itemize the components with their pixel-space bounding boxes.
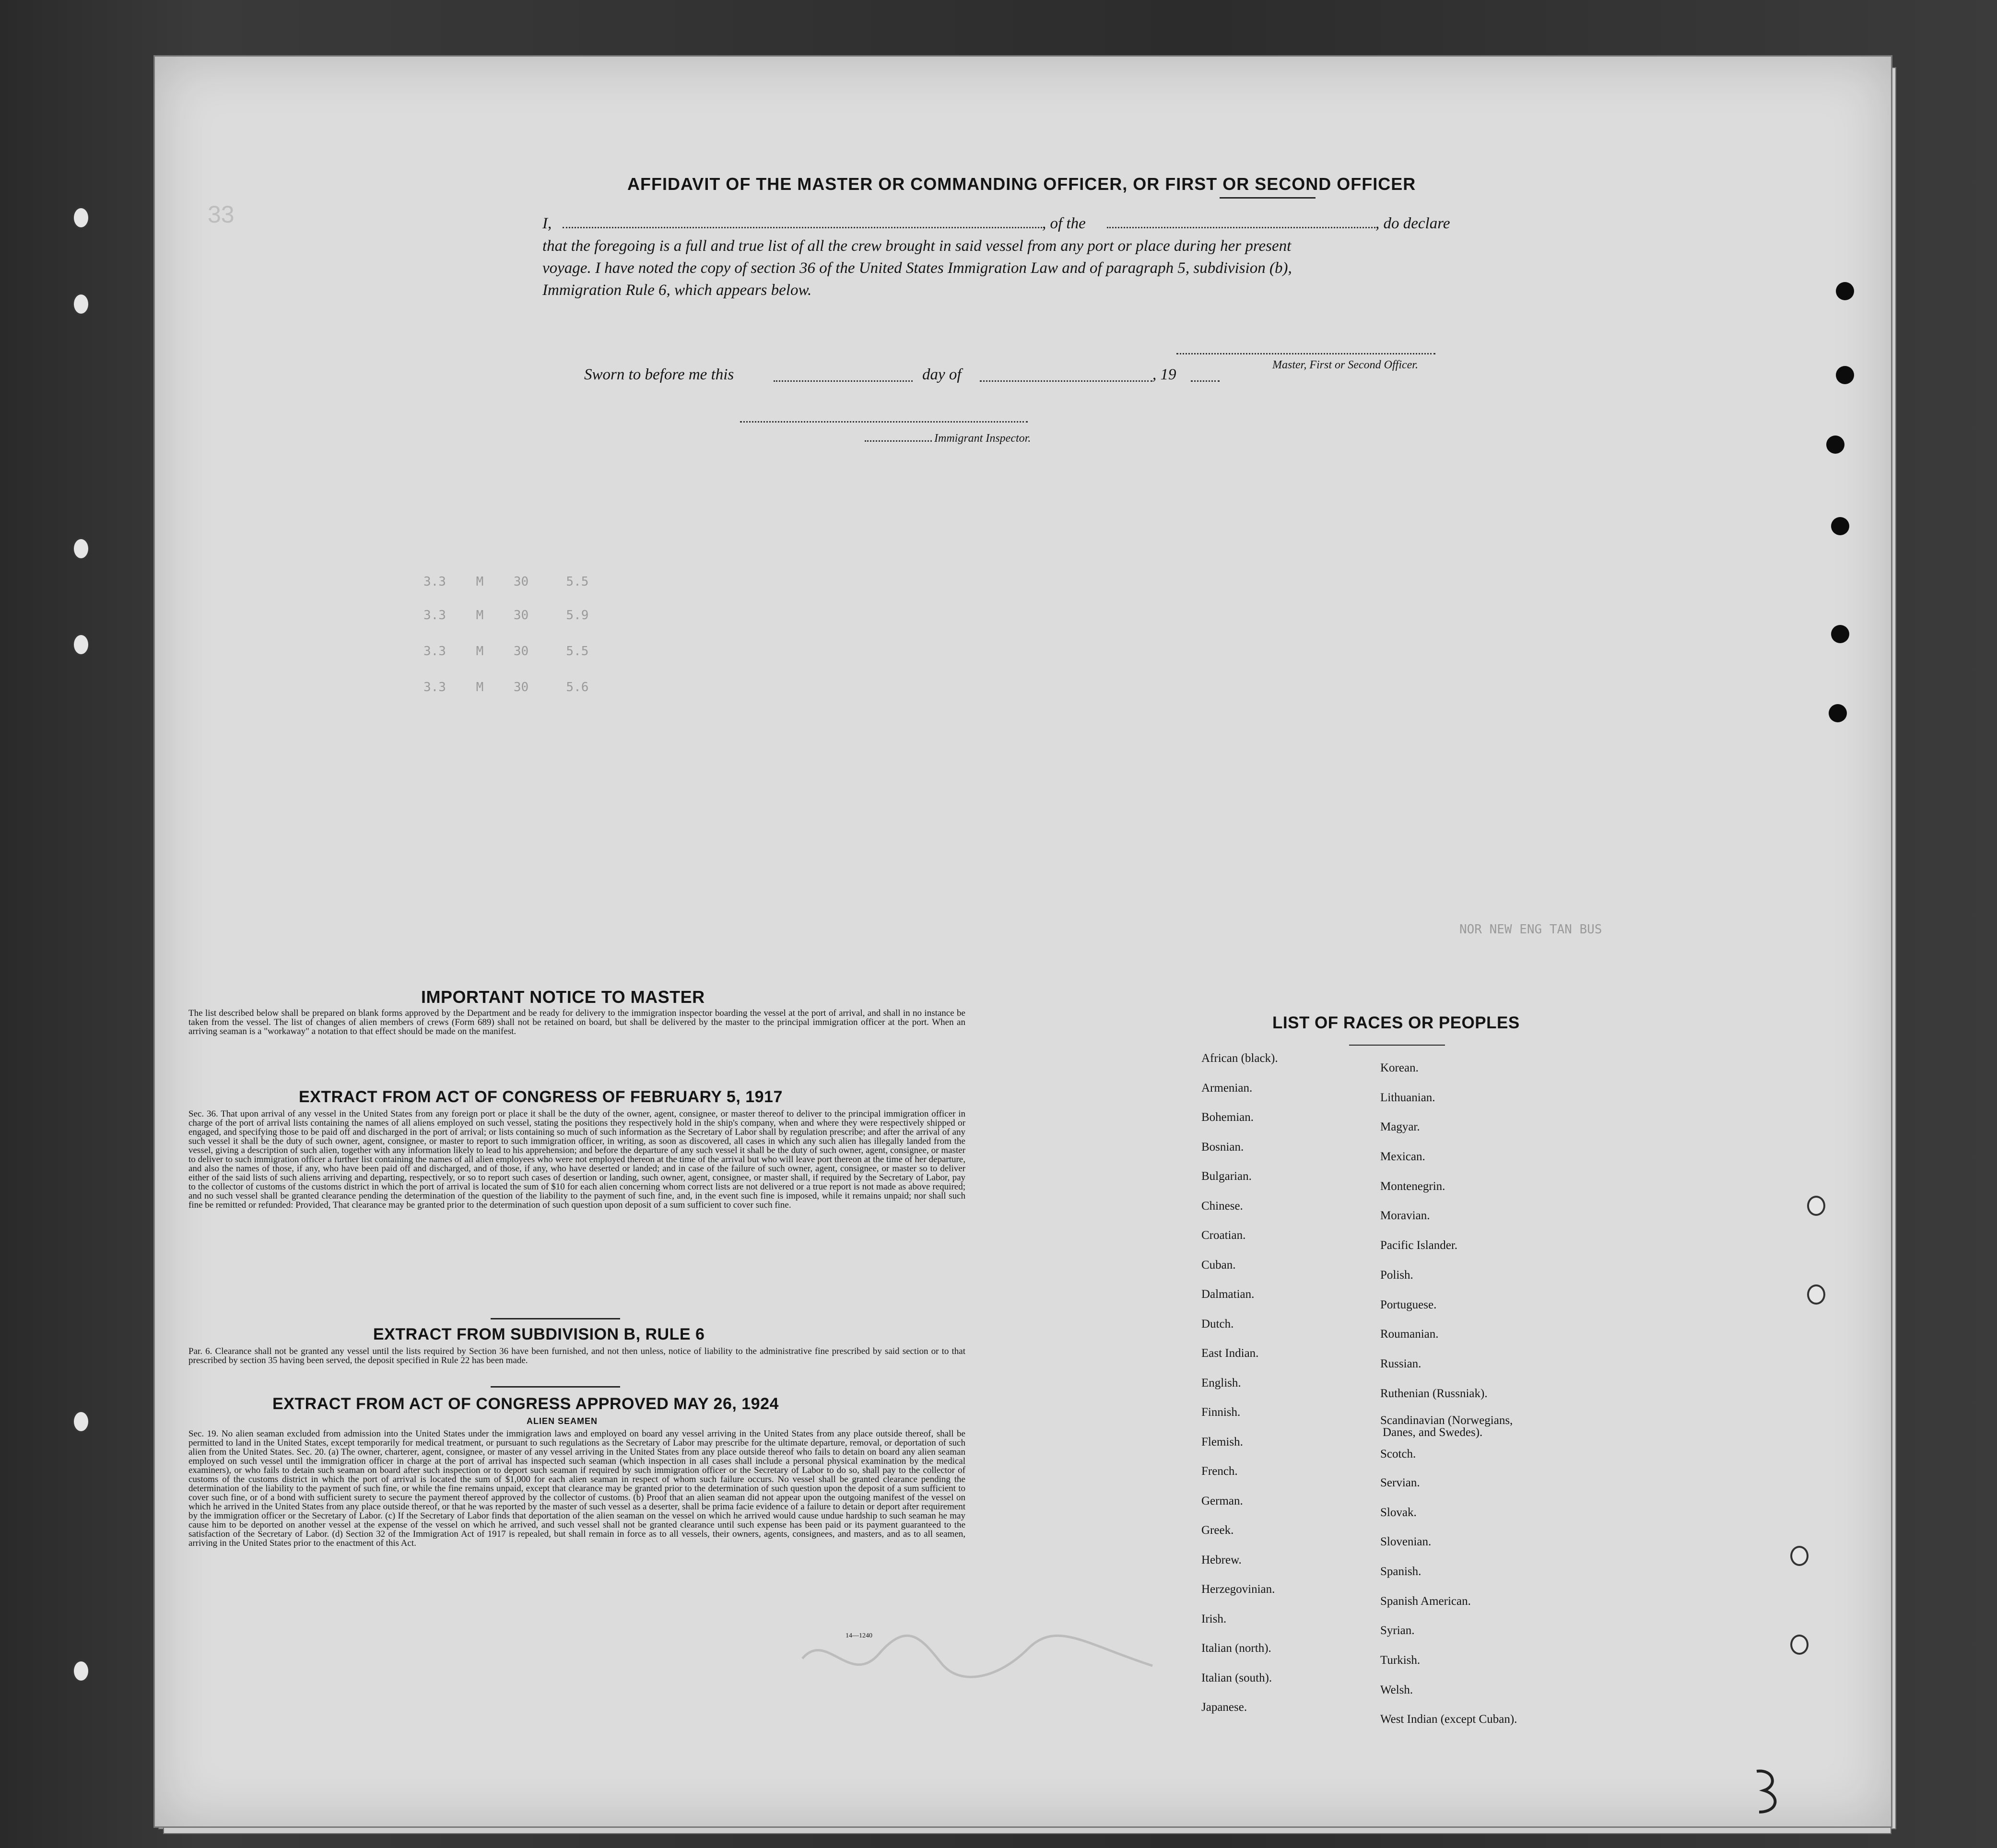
race-item: Servian. [1380,1476,1420,1489]
bleed-through-mark: 3.3 M 30 5.5 [423,575,589,589]
sworn-month-line[interactable] [980,380,1152,382]
race-item: Scandinavian (Norwegians, [1380,1414,1513,1427]
race-item: Spanish American. [1380,1595,1471,1608]
extract-1917-title: EXTRACT FROM ACT OF CONGRESS OF FEBRUARY 5, 1917 [299,1088,783,1106]
race-item: Pacific Islander. [1380,1239,1458,1252]
race-item: Montenegrin. [1380,1180,1445,1193]
section-divider [491,1318,620,1319]
form-page [153,55,1892,1828]
extract-1917-body: Sec. 36. That upon arrival of any vessel in the United States from any foreign port or place it shall be the duty of the owner, agent, consignee, or master thereof to deliver to the principal immigration officer in charge of the port of arrival lists containing the names of all aliens employed on such vessel, stating the positions they respectively hold in the ship's company, when and where they were respectively shipped or engaged, and specifying those to be paid off and discharged in the port of arrival; or lists containing so much of such information as the Secretary of Labor shall by regulation prescribe; and after the arrival of any such vessel it shall be the duty of such owner, agent, consignee, or master to report to such immigration officer, in writing, as soon as discovered, all cases in which any such alien has illegally landed from the vessel, giving a description of such alien, together with any information likely to lead to his apprehension; and before the departure of any such vessel it shall be the duty of such owner, agent, consignee, or master to deliver to such immigration officer a further list containing the names of all alien employees who were not employed thereon at the time of the arrival but who will leave port thereon at the time of her departure, and also the names of those, if any, who have been paid off and discharged, and of those, if any, who have deserted or landed; and in case of the failure of such owner, agent, consignee, or master so to deliver either of the said lists of such aliens arriving and departing, respectively, or so to report such cases of desertion or landing, such owner, agent, consignee, or master shall, if required by the Secretary of Labor, pay to the collector of customs of the customs district in which the port of arrival is located the sum of $10 for each alien concerning whom correct lists are not delivered or a true report is not made as above required; and no such vessel shall be granted clearance pending the determination of the question of the liability to the payment of such fine, and, in the event such fine is imposed, while it remains unpaid; nor shall such fine be remitted or refunded: Provided, That clearance may be granted prior to the determination of such question upon deposit of a sum sufficient to cover such fine. [188,1109,965,1210]
notice-body: The list described below shall be prepared on blank forms approved by the Department and be ready for delivery to the immigration inspector boarding the vessel at the port of arrival, and shall in no instance be taken from the vessel. The list of changes of alien members of crews (Form 689) shall not be retained on board, but shall be delivered by the master to the principal immigration officer at the port. When an arriving seaman is a "workaway" a notation to that effect should be made on the manifest. [188,1008,965,1036]
bleed-through-mark: 3.3 M 30 5.6 [423,680,589,694]
form-number: 14—1240 [846,1632,872,1639]
affiant-label: I, [542,215,552,232]
extract-rule6-body: Par. 6. Clearance shall not be granted any vessel until the lists required by Section 36 have been furnished, and not then unless, notice of liability to the administrative fine prescribed by said section or to that prescribed by section 35 having been served, the deposit specified in Rule 22 has been made. [188,1346,965,1365]
race-item: Armenian. [1201,1081,1253,1095]
race-item: Hebrew. [1201,1553,1242,1566]
handwritten-mark [1752,1764,1786,1817]
binder-ring-icon [72,537,90,560]
inspector-signature-line[interactable] [740,421,1028,423]
binder-ring-icon [72,1660,90,1683]
race-item: Lithuanian. [1380,1091,1435,1104]
master-signature-label: Master, First or Second Officer. [1272,359,1418,371]
year-label: , 19 [1152,366,1176,383]
race-item: Scotch. [1380,1448,1416,1460]
race-item: English. [1201,1376,1241,1389]
race-item: Italian (south). [1201,1671,1272,1684]
punch-hole-icon [1826,436,1844,454]
race-item: German. [1201,1494,1243,1507]
binder-ring-icon [72,1410,90,1433]
race-item: Moravian. [1380,1209,1430,1222]
race-item: Welsh. [1380,1683,1413,1696]
race-item: Slovenian. [1380,1535,1432,1548]
margin-number: 33 [208,201,235,228]
race-item: West Indian (except Cuban). [1380,1713,1517,1726]
binder-ring-icon [1807,1196,1825,1216]
inspector-dot-leader [865,440,932,442]
binder-ring-icon [72,206,90,229]
race-item: Irish. [1201,1612,1227,1625]
notice-title: IMPORTANT NOTICE TO MASTER [421,987,705,1007]
races-title: LIST OF RACES OR PEOPLES [1272,1013,1520,1032]
race-item: Syrian. [1380,1624,1415,1637]
title-underline [1220,197,1316,199]
bleed-through-mark: 3.3 M 30 5.5 [423,644,589,659]
day-of-label: day of [922,366,962,383]
race-item: Polish. [1380,1269,1413,1282]
race-item: Turkish. [1380,1654,1421,1667]
inspector-label: Immigrant Inspector. [934,432,1031,445]
do-declare-label: , do declare [1375,215,1450,232]
binder-ring-icon [72,633,90,656]
race-item: Bosnian. [1201,1140,1244,1154]
section-divider [491,1386,620,1388]
binder-ring-icon [1807,1284,1825,1305]
vessel-name-line[interactable] [1107,227,1375,228]
race-item: Danes, and Swedes). [1383,1426,1483,1439]
binder-ring-icon [1790,1546,1809,1566]
race-item: Dalmatian. [1201,1288,1255,1301]
race-item: French. [1201,1465,1238,1478]
affidavit-line-3: Immigration Rule 6, which appears below. [542,282,812,299]
alien-seamen-subtitle: ALIEN SEAMEN [527,1416,598,1426]
affidavit-line-2: voyage. I have noted the copy of section 36 of the United States Immigration Law and of paragraph 5, subdivision (b), [542,259,1292,277]
race-item: Bulgarian. [1201,1170,1252,1183]
handwritten-scrawl [798,1620,1162,1697]
race-item: Spanish. [1380,1565,1421,1578]
race-item: Korean. [1380,1061,1419,1074]
sworn-label: Sworn to before me this [584,366,734,383]
affidavit-line-1: that the foregoing is a full and true list of all the crew brought in said vessel from any port or place during her present [542,237,1292,255]
race-item: Ruthenian (Russniak). [1380,1387,1488,1400]
binder-ring-icon [1790,1635,1809,1655]
races-title-underline [1349,1045,1445,1046]
race-item: Finnish. [1201,1406,1241,1419]
punch-hole-icon [1836,366,1854,384]
master-signature-line[interactable] [1176,353,1435,354]
extract-1924-title: EXTRACT FROM ACT OF CONGRESS APPROVED MAY 26, 1924 [272,1395,779,1413]
of-the-label: , of the [1042,215,1086,232]
race-item: Italian (north). [1201,1642,1271,1655]
race-item: Portuguese. [1380,1298,1437,1311]
extract-1924-body: Sec. 19. No alien seaman excluded from admission into the United States under the immigration laws and employed on board any vessel arriving in the United States from any place outside thereof, shall be permitted to land in the United States, except temporarily for medical treatment, or pursuant to such regulations as the Secretary of Labor may prescribe for the ultimate departure, removal, or deportation of such alien from the United States. Sec. 20. (a) The owner, charterer, agent, consignee, or master of any vessel arriving in the United States from any place outside thereof who fails to detain on board any alien seaman employed on such vessel until the immigration officer in charge at the port of arrival has inspected such seaman (which inspection in all cases shall include a personal physical examination by the medical examiners), or who fails to detain such seaman on board after such inspection or to deport such seaman if required by such immigration officer or the Secretary of Labor to do so, shall pay to the collector of customs of the customs district in which the port of arrival is located the sum of $1,000 for each alien seaman in respect of whom such failure occurs. No vessel shall be granted clearance pending the determination of the liability to the payment of such fine, or while the fine remains unpaid, except that clearance may be granted prior to the determination of such question upon the deposit of a sum sufficient to cover such fine, or of a bond with sufficient surety to secure the payment thereof approved by the collector of customs. (b) Proof that an alien seaman did not appear upon the outgoing manifest of the vessel on which he arrived in the United States from any place outside thereof, or that he was reported by the master of such vessel as a deserter, shall be prima facie evidence of a failure to detain or deport after requirement by the immigration officer or the Secretary of Labor. (c) If the Secretary of Labor finds that deportation of the alien seaman on the vessel on which he arrived would cause undue hardship to such seaman he may cause him to be deported on another vessel at the expense of the vessel on which he arrived, and such vessel shall not be granted clearance until such expense has been paid or its payment guaranteed to the satisfaction of the Secretary of Labor. (d) Section 32 of the Immigration Act of 1917 is repealed, but shall remain in force as to all vessels, their owners, agents, consignees, and masters, and as to all seamen, arriving in the United States prior to the enactment of this Act. [188,1429,965,1548]
race-item: Slovak. [1380,1506,1417,1519]
race-item: Chinese. [1201,1199,1243,1212]
punch-hole-icon [1836,282,1854,300]
race-item: Japanese. [1201,1701,1247,1714]
race-item: Herzegovinian. [1201,1583,1275,1596]
bleed-through-mark: 3.3 M 30 5.9 [423,608,589,623]
sworn-day-line[interactable] [774,380,913,382]
bleed-through-mark: NOR NEW ENG TAN BUS [1459,922,1602,937]
punch-hole-icon [1831,625,1849,643]
race-item: Cuban. [1201,1258,1236,1271]
race-item: Magyar. [1380,1120,1420,1133]
race-item: African (black). [1201,1052,1278,1065]
race-item: Roumanian. [1380,1328,1439,1341]
race-item: Bohemian. [1201,1111,1254,1124]
race-item: Mexican. [1380,1150,1425,1163]
affidavit-title: AFFIDAVIT OF THE MASTER OR COMMANDING OFFICER, OR FIRST OR SECOND OFFICER [627,174,1416,194]
race-item: Flemish. [1201,1435,1243,1448]
race-item: Dutch. [1201,1317,1234,1330]
punch-hole-icon [1831,517,1849,535]
sworn-year-line[interactable] [1191,380,1220,382]
race-item: Greek. [1201,1524,1234,1537]
race-item: Russian. [1380,1357,1421,1370]
punch-hole-icon [1829,704,1847,722]
race-item: East Indian. [1201,1347,1259,1360]
affiant-name-line[interactable] [563,227,1042,228]
binder-ring-icon [72,293,90,316]
extract-rule6-title: EXTRACT FROM SUBDIVISION B, RULE 6 [373,1325,705,1343]
race-item: Croatian. [1201,1229,1246,1242]
